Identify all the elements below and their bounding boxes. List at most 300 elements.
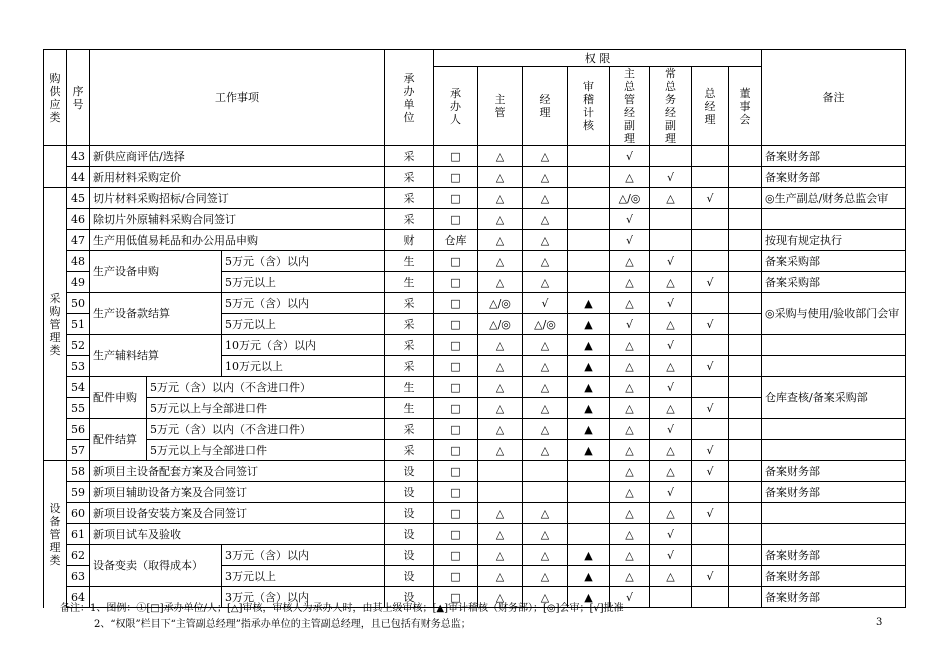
remark-cell (762, 209, 906, 230)
exec-vp-cell: √ (650, 419, 692, 440)
seq-cell: 59 (67, 482, 90, 503)
supervisor-cell: △ (478, 503, 523, 524)
audit-cell: ▲ (568, 377, 610, 398)
remark-cell: 备案财务部 (762, 566, 906, 587)
seq-header: 序 号 (67, 50, 90, 146)
gm-cell: √ (692, 566, 729, 587)
supervisor-cell: △ (478, 587, 523, 608)
handler-cell: □ (434, 314, 478, 335)
footnotes (60, 601, 624, 633)
board-cell (729, 230, 762, 251)
authority-header: 权 限 (434, 50, 762, 67)
board-cell (729, 209, 762, 230)
vp-cell: △ (610, 167, 650, 188)
exec-vp-cell: √ (650, 545, 692, 566)
gm-cell: √ (692, 356, 729, 377)
sub-item-cell: 5万元以上 (222, 272, 385, 293)
gm-cell (692, 251, 729, 272)
category-cell (44, 146, 67, 188)
audit-cell: ▲ (568, 293, 610, 314)
supervisor-cell: △ (478, 419, 523, 440)
header-row (44, 50, 906, 67)
supervisor-cell: △ (478, 398, 523, 419)
supervisor-cell: △ (478, 146, 523, 167)
audit-cell (568, 188, 610, 209)
exec-vp-cell (650, 209, 692, 230)
manager-cell: △ (523, 272, 568, 293)
audit-cell (568, 230, 610, 251)
manager-cell: △ (523, 419, 568, 440)
work-item-cell: 新用材料采购定价 (90, 167, 385, 188)
vp-cell: △ (610, 524, 650, 545)
manager-cell: △ (523, 146, 568, 167)
manager-cell: △/◎ (523, 314, 568, 335)
board-cell (729, 503, 762, 524)
vp-cell: √ (610, 587, 650, 608)
board-cell (729, 587, 762, 608)
unit-cell: 生 (385, 272, 434, 293)
vp-cell: △ (610, 293, 650, 314)
remark-cell: 备案采购部 (762, 272, 906, 293)
vp-cell: √ (610, 230, 650, 251)
category-cell: 设 备 管 理 类 (44, 461, 67, 608)
exec-vp-cell: △ (650, 566, 692, 587)
gm-cell (692, 146, 729, 167)
vp-cell: △ (610, 398, 650, 419)
table-row (44, 167, 906, 188)
unit-cell: 财 (385, 230, 434, 251)
seq-cell: 52 (67, 335, 90, 356)
board-cell (729, 188, 762, 209)
gm-cell (692, 524, 729, 545)
vp-cell: △ (610, 377, 650, 398)
remark-cell (762, 356, 906, 377)
handler-cell: □ (434, 587, 478, 608)
page-number: 3 (876, 617, 883, 628)
audit-cell: ▲ (568, 356, 610, 377)
seq-cell: 45 (67, 188, 90, 209)
audit-cell: ▲ (568, 440, 610, 461)
handler-cell: □ (434, 461, 478, 482)
table-row (44, 524, 906, 545)
audit-header: 审 稽 计 核 (568, 67, 610, 146)
handler-cell: □ (434, 272, 478, 293)
remark-cell (762, 419, 906, 440)
exec-vp-cell: △ (650, 398, 692, 419)
vp-cell: △ (610, 545, 650, 566)
handler-cell: □ (434, 335, 478, 356)
sub-item-cell: 5万元（含）以内（不含进口件） (147, 419, 385, 440)
supervisor-header: 主 管 (478, 67, 523, 146)
seq-cell: 55 (67, 398, 90, 419)
board-cell (729, 377, 762, 398)
handler-cell: □ (434, 167, 478, 188)
board-cell (729, 251, 762, 272)
gm-cell (692, 230, 729, 251)
manager-cell: △ (523, 440, 568, 461)
handler-header: 承 办 人 (434, 67, 478, 146)
sub-item-cell: 10万元以上 (222, 356, 385, 377)
unit-cell: 设 (385, 524, 434, 545)
vp-cell: △/◎ (610, 188, 650, 209)
unit-cell: 生 (385, 251, 434, 272)
remark-cell (762, 503, 906, 524)
gm-cell: √ (692, 461, 729, 482)
manager-cell: √ (523, 293, 568, 314)
table-row (44, 482, 906, 503)
remark-cell: 按现有规定执行 (762, 230, 906, 251)
handler-cell: □ (434, 482, 478, 503)
authority-table (43, 49, 906, 608)
sub-item-cell: 5万元以上与全部进口件 (147, 398, 385, 419)
handler-cell: □ (434, 419, 478, 440)
table-row (44, 545, 906, 566)
exec-vp-cell (650, 230, 692, 251)
gm-cell (692, 293, 729, 314)
supervisor-cell: △ (478, 545, 523, 566)
manager-cell: △ (523, 167, 568, 188)
remark-cell: 备案财务部 (762, 587, 906, 608)
group-label: 生产设备款结算 (90, 293, 222, 335)
handler-cell: □ (434, 398, 478, 419)
gm-cell (692, 419, 729, 440)
vp-cell: △ (610, 335, 650, 356)
unit-cell: 生 (385, 377, 434, 398)
exec-vp-cell: √ (650, 335, 692, 356)
handler-cell: □ (434, 188, 478, 209)
handler-cell: □ (434, 566, 478, 587)
handler-cell: □ (434, 377, 478, 398)
board-cell (729, 566, 762, 587)
table-row (44, 188, 906, 209)
seq-cell: 54 (67, 377, 90, 398)
vp-cell: △ (610, 272, 650, 293)
unit-cell: 生 (385, 398, 434, 419)
vp-cell: △ (610, 503, 650, 524)
handler-cell: 仓库 (434, 230, 478, 251)
table-row (44, 335, 906, 356)
exec-vp-cell: △ (650, 503, 692, 524)
unit-cell: 采 (385, 314, 434, 335)
unit-cell: 采 (385, 419, 434, 440)
exec-vp-cell: △ (650, 461, 692, 482)
board-cell (729, 146, 762, 167)
exec-vp-cell: △ (650, 440, 692, 461)
remark-header: 备注 (762, 50, 906, 146)
handler-cell: □ (434, 251, 478, 272)
table-row (44, 209, 906, 230)
unit-cell: 采 (385, 356, 434, 377)
supervisor-cell: △ (478, 272, 523, 293)
handler-cell: □ (434, 293, 478, 314)
unit-cell: 采 (385, 167, 434, 188)
unit-cell: 采 (385, 293, 434, 314)
audit-cell (568, 251, 610, 272)
unit-cell: 采 (385, 335, 434, 356)
manager-cell: △ (523, 545, 568, 566)
table-row (44, 419, 906, 440)
audit-cell: ▲ (568, 398, 610, 419)
audit-cell: ▲ (568, 335, 610, 356)
seq-cell: 50 (67, 293, 90, 314)
audit-cell (568, 167, 610, 188)
remark-cell: 备案财务部 (762, 482, 906, 503)
seq-cell: 57 (67, 440, 90, 461)
manager-cell: △ (523, 503, 568, 524)
handler-cell: □ (434, 524, 478, 545)
supervisor-cell: △ (478, 230, 523, 251)
handler-cell: □ (434, 356, 478, 377)
seq-cell: 58 (67, 461, 90, 482)
gm-cell: √ (692, 398, 729, 419)
gm-cell: √ (692, 503, 729, 524)
category-cell: 采 购 管 理 类 (44, 188, 67, 461)
supervisor-cell: △ (478, 356, 523, 377)
work-item-header: 工作事项 (90, 50, 385, 146)
audit-cell (568, 503, 610, 524)
audit-cell: ▲ (568, 314, 610, 335)
sub-item-cell: 5万元（含）以内 (222, 293, 385, 314)
unit-cell: 采 (385, 188, 434, 209)
exec-vp-cell: △ (650, 188, 692, 209)
unit-cell: 设 (385, 566, 434, 587)
audit-cell (568, 482, 610, 503)
group-label: 生产设备申购 (90, 251, 222, 293)
vp-header: 主 总 管 经 副 理 (610, 67, 650, 146)
merged-remark: ◎采购与使用/验收部门会审 (762, 293, 906, 335)
sub-item-cell: 3万元（含）以内 (222, 587, 385, 608)
audit-cell: ▲ (568, 587, 610, 608)
sub-item-cell: 3万元（含）以内 (222, 545, 385, 566)
gm-cell (692, 545, 729, 566)
board-cell (729, 167, 762, 188)
work-item-cell: 新项目试车及验收 (90, 524, 385, 545)
exec-vp-cell: √ (650, 293, 692, 314)
vp-cell: △ (610, 419, 650, 440)
audit-cell: ▲ (568, 545, 610, 566)
gm-cell: √ (692, 440, 729, 461)
exec-vp-cell: √ (650, 482, 692, 503)
remark-cell: 备案财务部 (762, 461, 906, 482)
document-page (43, 49, 906, 608)
unit-cell: 采 (385, 440, 434, 461)
gm-cell: √ (692, 272, 729, 293)
board-cell (729, 335, 762, 356)
audit-cell: ▲ (568, 419, 610, 440)
handler-cell: □ (434, 440, 478, 461)
supervisor-cell: △/◎ (478, 293, 523, 314)
manager-cell: △ (523, 377, 568, 398)
seq-cell: 47 (67, 230, 90, 251)
sub-item-cell: 3万元以上 (222, 566, 385, 587)
work-item-cell: 新供应商评估/选择 (90, 146, 385, 167)
sub-item-cell: 5万元（含）以内 (222, 251, 385, 272)
audit-cell (568, 209, 610, 230)
vp-cell: √ (610, 209, 650, 230)
gm-cell (692, 209, 729, 230)
exec-vp-cell (650, 587, 692, 608)
audit-cell: ▲ (568, 566, 610, 587)
vp-cell: △ (610, 356, 650, 377)
seq-cell: 53 (67, 356, 90, 377)
table-row (44, 230, 906, 251)
work-item-cell: 切片材料采购招标/合同签订 (90, 188, 385, 209)
table-row (44, 251, 906, 272)
audit-cell (568, 146, 610, 167)
exec-vp-cell: √ (650, 377, 692, 398)
sub-item-cell: 5万元以上与全部进口件 (147, 440, 385, 461)
board-cell (729, 293, 762, 314)
vp-cell: △ (610, 251, 650, 272)
manager-cell: △ (523, 230, 568, 251)
vp-cell: △ (610, 566, 650, 587)
group-label: 配件申购 (90, 377, 147, 419)
board-cell (729, 482, 762, 503)
vp-cell: △ (610, 482, 650, 503)
exec-vp-cell: √ (650, 167, 692, 188)
remark-cell: 备案财务部 (762, 167, 906, 188)
seq-cell: 56 (67, 419, 90, 440)
table-row (44, 293, 906, 314)
work-item-cell: 新项目主设备配套方案及合同签订 (90, 461, 385, 482)
remark-cell: 备案采购部 (762, 251, 906, 272)
unit-cell: 采 (385, 209, 434, 230)
sub-item-cell: 5万元（含）以内（不含进口件） (147, 377, 385, 398)
remark-cell: ◎生产副总/财务总监会审 (762, 188, 906, 209)
unit-cell: 设 (385, 482, 434, 503)
manager-header: 经 理 (523, 67, 568, 146)
table-row (44, 377, 906, 398)
merged-remark: 仓库查核/备案采购部 (762, 377, 906, 419)
category-header: 购 供 应 类 (44, 50, 67, 146)
manager-cell: △ (523, 587, 568, 608)
supervisor-cell (478, 461, 523, 482)
board-cell (729, 461, 762, 482)
work-item-cell: 新项目设备安装方案及合同签订 (90, 503, 385, 524)
unit-cell: 设 (385, 545, 434, 566)
seq-cell: 44 (67, 167, 90, 188)
manager-cell: △ (523, 188, 568, 209)
seq-cell: 63 (67, 566, 90, 587)
manager-cell: △ (523, 335, 568, 356)
exec-vp-cell: △ (650, 356, 692, 377)
seq-cell: 46 (67, 209, 90, 230)
remark-cell: 备案财务部 (762, 545, 906, 566)
handler-cell: □ (434, 503, 478, 524)
manager-cell: △ (523, 524, 568, 545)
board-cell (729, 314, 762, 335)
board-cell (729, 398, 762, 419)
board-cell (729, 545, 762, 566)
seq-cell: 43 (67, 146, 90, 167)
unit-cell: 采 (385, 146, 434, 167)
exec-vp-cell (650, 146, 692, 167)
gm-cell (692, 335, 729, 356)
seq-cell: 49 (67, 272, 90, 293)
remark-cell (762, 440, 906, 461)
board-cell (729, 524, 762, 545)
gm-cell (692, 377, 729, 398)
seq-cell: 60 (67, 503, 90, 524)
unit-header: 承 办 单 位 (385, 50, 434, 146)
vp-cell: △ (610, 440, 650, 461)
seq-cell: 51 (67, 314, 90, 335)
supervisor-cell: △ (478, 377, 523, 398)
remark-cell (762, 335, 906, 356)
exec-vp-cell: △ (650, 272, 692, 293)
supervisor-cell: △ (478, 566, 523, 587)
table-row (44, 461, 906, 482)
table-row (44, 146, 906, 167)
exec-vp-header: 常 总 务 经 副 理 (650, 67, 692, 146)
supervisor-cell: △ (478, 524, 523, 545)
footnote-line: 2、“权限”栏目下“主管副总经理”指承办单位的主管副总经理，且已包括有财务总监； (94, 619, 471, 630)
handler-cell: □ (434, 209, 478, 230)
manager-cell (523, 482, 568, 503)
sub-item-cell: 10万元（含）以内 (222, 335, 385, 356)
manager-cell: △ (523, 356, 568, 377)
audit-cell (568, 524, 610, 545)
group-label: 生产辅料结算 (90, 335, 222, 377)
seq-cell: 61 (67, 524, 90, 545)
supervisor-cell: △ (478, 251, 523, 272)
audit-cell (568, 272, 610, 293)
remark-cell (762, 524, 906, 545)
vp-cell: √ (610, 314, 650, 335)
unit-cell: 设 (385, 461, 434, 482)
manager-cell (523, 461, 568, 482)
seq-cell: 48 (67, 251, 90, 272)
board-cell (729, 272, 762, 293)
table-row (44, 440, 906, 461)
supervisor-cell: △ (478, 335, 523, 356)
supervisor-cell: △ (478, 209, 523, 230)
manager-cell: △ (523, 209, 568, 230)
group-label: 设备变卖（取得成本） (90, 545, 222, 587)
manager-cell: △ (523, 398, 568, 419)
sub-item-cell: 5万元以上 (222, 314, 385, 335)
unit-cell: 设 (385, 503, 434, 524)
group-label: 配件结算 (90, 419, 147, 461)
table-row (44, 503, 906, 524)
exec-vp-cell: △ (650, 314, 692, 335)
seq-cell: 64 (67, 587, 90, 608)
supervisor-cell: △ (478, 188, 523, 209)
vp-cell: √ (610, 146, 650, 167)
gm-cell (692, 587, 729, 608)
remark-cell: 备案财务部 (762, 146, 906, 167)
gm-cell: √ (692, 314, 729, 335)
gm-header: 总 经 理 (692, 67, 729, 146)
footnote-line: 备注：1、图例：①[□]承办单位/人；[△]审核，审核人为承办人时，由其上级审核；[▲]审计稽核（财务部）；[◎]会审；[√]批准 (60, 603, 624, 614)
supervisor-cell: △ (478, 440, 523, 461)
vp-cell: △ (610, 461, 650, 482)
supervisor-cell (478, 482, 523, 503)
board-cell (729, 419, 762, 440)
board-header: 董 事 会 (729, 67, 762, 146)
gm-cell (692, 167, 729, 188)
audit-cell (568, 461, 610, 482)
manager-cell: △ (523, 566, 568, 587)
exec-vp-cell: √ (650, 524, 692, 545)
seq-cell: 62 (67, 545, 90, 566)
unit-cell: 设 (385, 587, 434, 608)
gm-cell (692, 482, 729, 503)
handler-cell: □ (434, 545, 478, 566)
manager-cell: △ (523, 251, 568, 272)
work-item-cell: 生产用低值易耗品和办公用品申购 (90, 230, 385, 251)
handler-cell: □ (434, 146, 478, 167)
